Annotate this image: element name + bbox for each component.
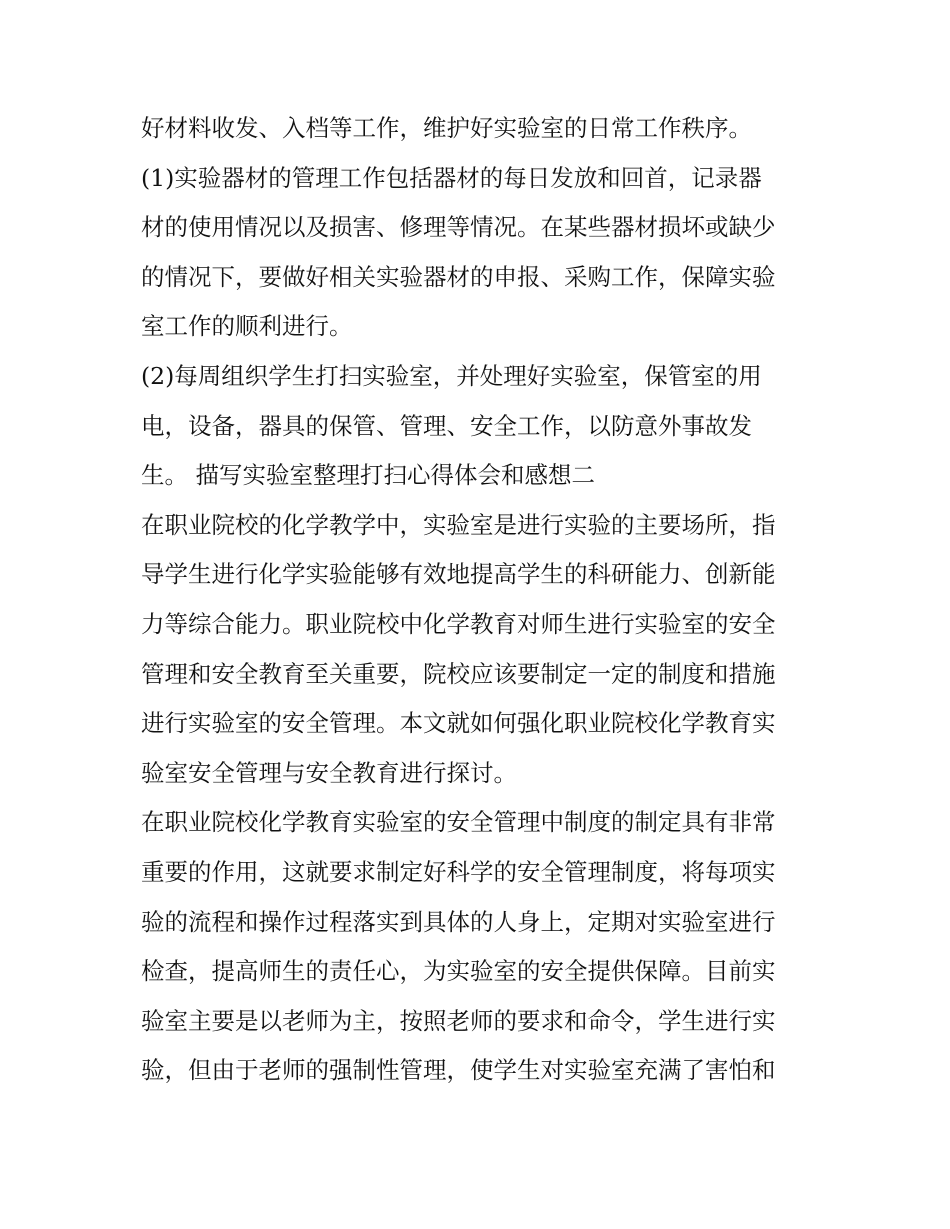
text-line: 进行实验室的安全管理。本文就如何强化职业院校化学教育实 xyxy=(141,709,776,738)
text-line: 检查，提高师生的责任心，为实验室的安全提供保障。目前实 xyxy=(141,957,776,986)
paragraph-3 xyxy=(141,352,813,501)
document-body xyxy=(141,104,813,1096)
text-line: 电，设备，器具的保管、管理、安全工作，以防意外事故发 xyxy=(141,411,752,440)
text-line: 在职业院校化学教育实验室的安全管理中制度的制定具有非常 xyxy=(141,808,776,837)
text-line: 验室安全管理与安全教育进行探讨。 xyxy=(141,758,517,787)
paragraph-4 xyxy=(141,501,813,799)
text-line: 重要的作用，这就要求制定好科学的安全管理制度，将每项实 xyxy=(141,857,776,886)
text-line: 生。 描写实验室整理打扫心得体会和感想二 xyxy=(141,461,595,490)
text-line: 室工作的顺利进行。 xyxy=(141,312,353,341)
text-line: 验的流程和操作过程落实到具体的人身上，定期对实验室进行 xyxy=(141,907,776,936)
text-line: 好材料收发、入档等工作，维护好实验室的日常工作秩序。 xyxy=(141,114,752,142)
text-line: 验室主要是以老师为主，按照老师的要求和命令，学生进行实 xyxy=(141,1006,776,1035)
text-line: 管理和安全教育至关重要，院校应该要制定一定的制度和措施 xyxy=(141,659,776,688)
text-line: 材的使用情况以及损害、修理等情况。在某些器材损坏或缺少 xyxy=(141,213,776,242)
paragraph-1 xyxy=(141,104,813,154)
paragraph-5 xyxy=(141,798,813,1096)
text-line: 导学生进行化学实验能够有效地提高学生的科研能力、创新能 xyxy=(141,560,776,589)
text-line: 在职业院校的化学教学中，实验室是进行实验的主要场所，指 xyxy=(141,510,776,539)
text-line: (2)每周组织学生打扫实验室，并处理好实验室，保管室的用 xyxy=(141,361,762,390)
paragraph-2 xyxy=(141,154,813,352)
text-line: 的情况下，要做好相关实验器材的申报、采购工作，保障实验 xyxy=(141,262,776,291)
text-line: (1)实验器材的管理工作包括器材的每日发放和回首，记录器 xyxy=(141,163,762,192)
text-line: 力等综合能力。职业院校中化学教育对师生进行实验室的安全 xyxy=(141,609,776,638)
text-line: 验，但由于老师的强制性管理，使学生对实验室充满了害怕和 xyxy=(141,1056,776,1085)
